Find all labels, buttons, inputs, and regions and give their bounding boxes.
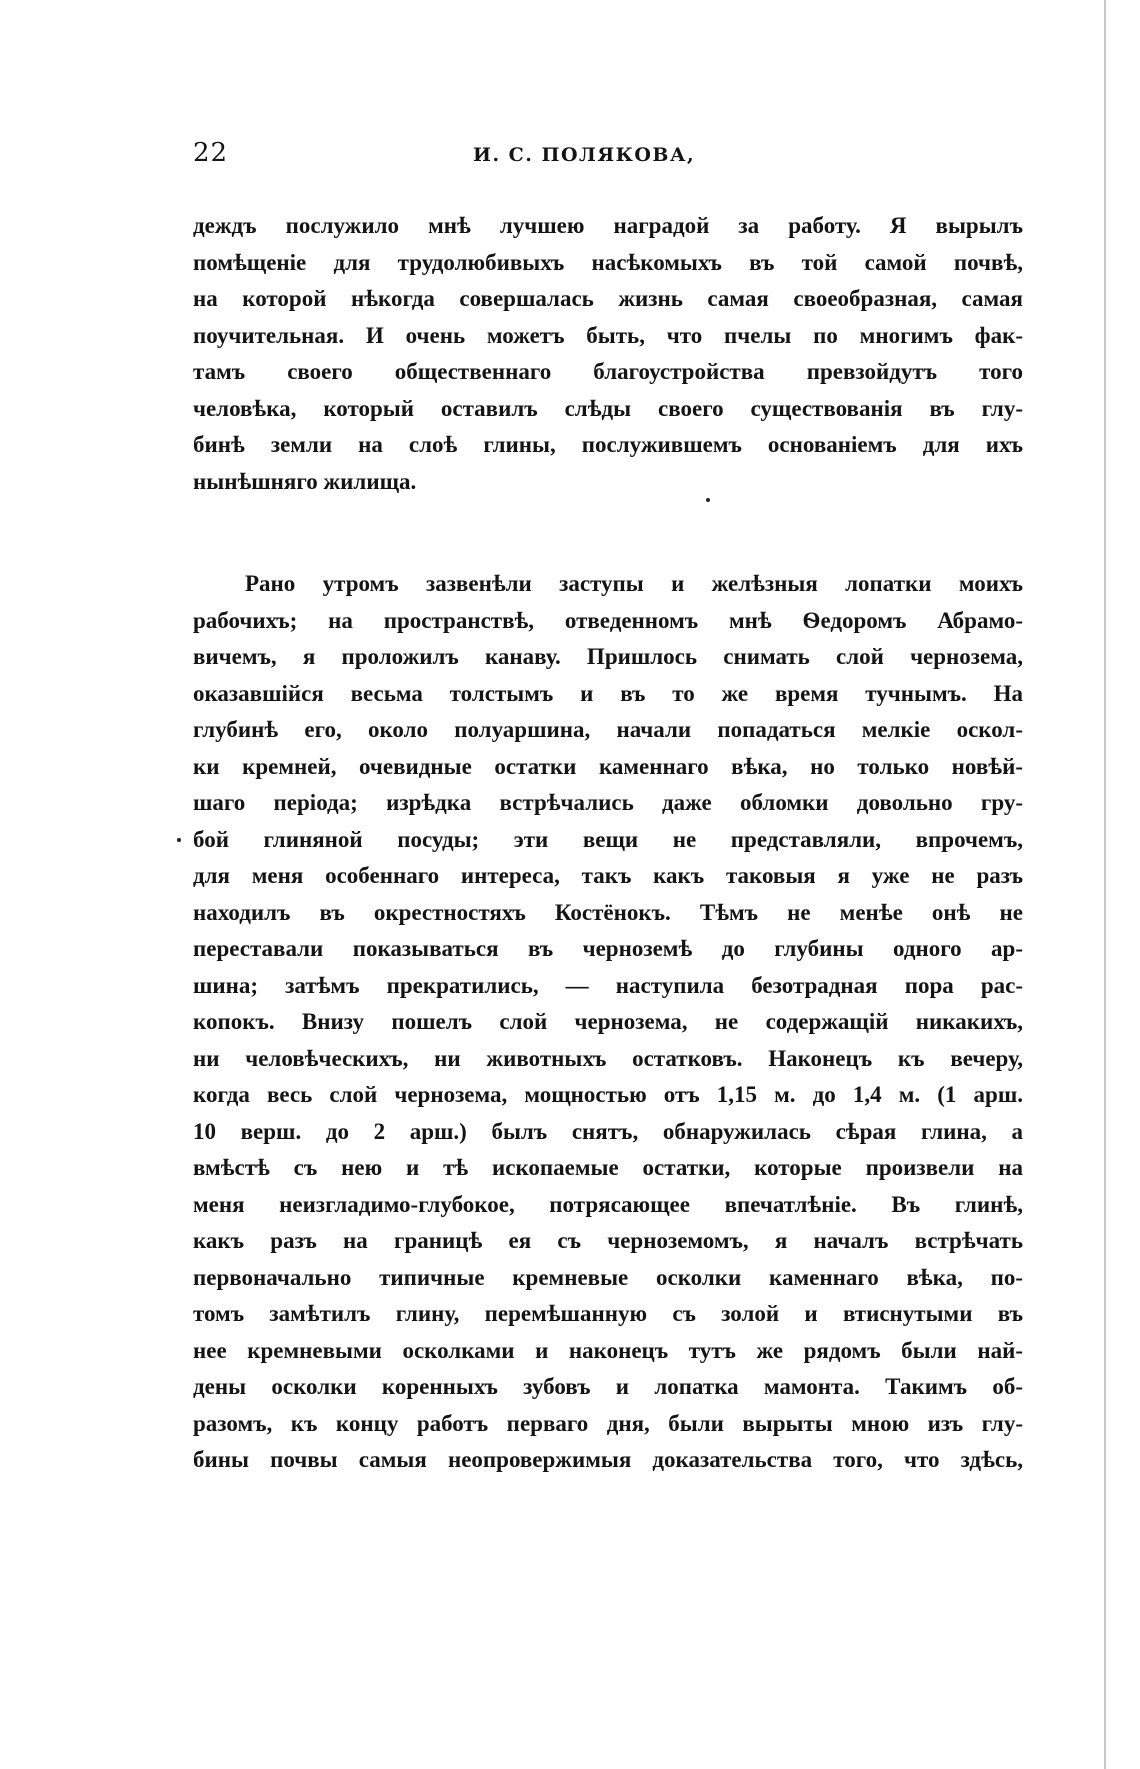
paragraph-1 [193, 208, 1023, 500]
text-line: глубинѣ его, около полуаршина, начали попадаться мелкіе оскол- [193, 717, 1023, 742]
text-line: находилъ въ окрестностяхъ Костёнокъ. Тѣмъ не менѣе онѣ не [193, 899, 1023, 925]
text-line: бинѣ земли на слоѣ глины, послужившемъ основаніемъ для ихъ [193, 432, 1023, 457]
text-line: ки кремней, очевидные остатки каменнаго вѣка, но только новѣй- [193, 753, 1023, 779]
text-line: разомъ, къ концу работъ перваго дня, были вырыты мною изъ глу- [193, 1410, 1023, 1436]
print-speck [706, 498, 710, 502]
text-line: 10 верш. до 2 арш.) былъ снятъ, обнаружилась сѣрая глина, а [193, 1118, 1023, 1144]
text-line: тамъ своего общественнаго благоустройства превзойдутъ того [193, 359, 1023, 384]
text-line: ни человѣческихъ, ни животныхъ остатковъ. Наконецъ къ вечеру, [193, 1045, 1023, 1071]
text-line: деждъ послужило мнѣ лучшею наградой за работу. Я вырылъ [193, 213, 1023, 238]
scan-edge-line [1104, 0, 1106, 1769]
text-line: вичемъ, я проложилъ канаву. Пришлось снимать слой чернозема, [193, 644, 1023, 669]
page-number: 22 [193, 138, 229, 168]
text-line: Рано утромъ зазвенѣли заступы и желѣзныя лопатки моихъ [245, 571, 1023, 596]
text-line: человѣка, который оставилъ слѣды своего существованія въ глу- [193, 395, 1023, 421]
text-line: когда весь слой чернозема, мощностью отъ 1,15 м. до 1,4 м. (1 арш. [193, 1082, 1023, 1107]
text-line: оказавшійся весьма толстымъ и въ то же время тучнымъ. На [193, 680, 1023, 706]
text-line: нынѣшняго жилища. [193, 468, 417, 494]
text-line: для меня особеннаго интереса, такъ какъ таковыя я уже не разъ [193, 863, 1023, 888]
paragraph-2 [193, 566, 1023, 1479]
text-line: помѣщеніе для трудолюбивыхъ насѣкомыхъ въ той самой почвѣ, [193, 249, 1023, 275]
text-line: томъ замѣтилъ глину, перемѣшанную съ золой и втиснутыми въ [193, 1301, 1023, 1326]
text-line: вмѣстѣ съ нею и тѣ ископаемые остатки, которые произвели на [193, 1155, 1023, 1180]
text-line: на которой нѣкогда совершалась жизнь самая своеобразная, самая [193, 286, 1023, 311]
text-line: поучительная. И очень можетъ быть, что пчелы по многимъ фак- [193, 322, 1023, 348]
text-line: шаго періода; изрѣдка встрѣчались даже обломки довольно гру- [193, 790, 1023, 815]
text-line: бой глиняной посуды; эти вещи не представляли, впрочемъ, [193, 826, 1023, 852]
text-line: нее кремневыми осколками и наконецъ тутъ же рядомъ были най- [193, 1337, 1023, 1363]
text-line: копокъ. Внизу пошелъ слой чернозема, не содержащій никакихъ, [193, 1009, 1023, 1034]
text-line: бины почвы самыя неопровержимыя доказательства того, что здѣсь, [193, 1447, 1023, 1472]
running-title: И. С. ПОЛЯКОВА, [473, 144, 696, 166]
text-line: переставали показываться въ черноземѣ до глубины одного ар- [193, 936, 1023, 961]
text-line: шина; затѣмъ прекратились, — наступила безотрадная пора рас- [193, 972, 1023, 998]
text-line: рабочихъ; на пространствѣ, отведенномъ мнѣ Ѳедоромъ Абрамо- [193, 607, 1023, 633]
text-line: дены осколки коренныхъ зубовъ и лопатка мамонта. Такимъ об- [193, 1374, 1023, 1399]
text-line: первоначально типичные кремневые осколки каменнаго вѣка, по- [193, 1264, 1023, 1290]
print-speck [177, 838, 181, 842]
text-line: какъ разъ на границѣ ея съ черноземомъ, я началъ встрѣчать [193, 1228, 1023, 1253]
page-header [193, 138, 1023, 178]
text-line: меня неизгладимо-глубокое, потрясающее впечатлѣніе. Въ глинѣ, [193, 1191, 1023, 1217]
